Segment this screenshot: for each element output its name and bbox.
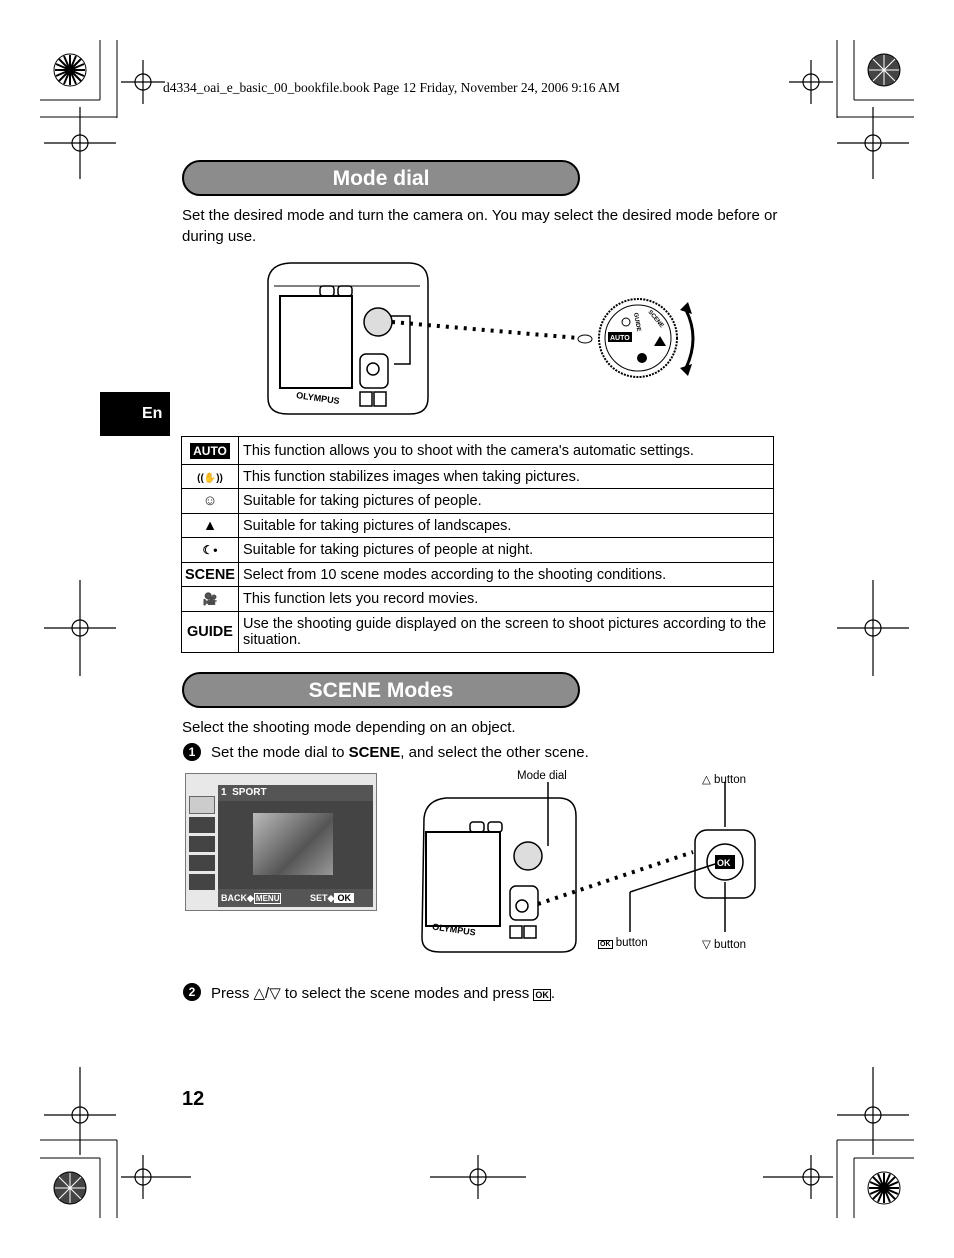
mode-description: Select from 10 scene modes according to the shooting conditions.	[239, 563, 774, 587]
movie-icon: 🎥	[182, 587, 239, 612]
down-button-callout: ▽ button	[702, 939, 747, 951]
sport-sample-photo	[253, 813, 333, 875]
dial-guide-label: GUIDE	[632, 312, 642, 333]
section-title-scene-modes: SCENE Modes	[182, 672, 580, 708]
scene-label: SCENE	[182, 563, 239, 587]
mode-description: Suitable for taking pictures of landscapes.	[239, 514, 774, 538]
landscape-icon: ▲	[182, 514, 239, 538]
table-row	[182, 465, 774, 489]
dial-scene-label: SCENE	[646, 309, 665, 330]
lcd-screen-preview	[185, 773, 377, 911]
table-row	[182, 489, 774, 514]
guide-label: GUIDE	[182, 612, 239, 653]
lcd-preview-area	[218, 785, 373, 889]
table-row	[182, 538, 774, 563]
mode-description: This function lets you record movies.	[239, 587, 774, 612]
lcd-footer: BACK◆ MENU SET◆ OK	[218, 889, 373, 907]
section-title-mode-dial: Mode dial	[182, 160, 580, 196]
scene-option-icon	[189, 817, 215, 833]
table-row	[182, 514, 774, 538]
table-row	[182, 563, 774, 587]
mode-description: Use the shooting guide displayed on the screen to shoot pictures according to the situation.	[239, 612, 774, 653]
up-button-callout: △ button	[702, 774, 747, 786]
scene-modes-intro: Select the shooting mode depending on an object.	[182, 719, 516, 736]
scene-option-icon	[189, 874, 215, 890]
scene-icon-list	[189, 796, 215, 896]
step-2-number: 2	[183, 983, 201, 1001]
table-row	[182, 612, 774, 653]
page-number: 12	[182, 1088, 205, 1110]
mode-description: This function stabilizes images when taking pictures.	[239, 465, 774, 489]
camera-brand: OLYMPUS	[431, 921, 477, 938]
camera-mode-dial-illustration	[260, 258, 700, 423]
ok-button-icon: OK	[535, 990, 549, 1000]
table-row	[182, 587, 774, 612]
auto-icon: AUTO	[182, 437, 239, 465]
stabilize-icon: ((✋))	[182, 465, 239, 489]
language-tab: En	[100, 392, 170, 436]
sport-icon	[189, 796, 215, 814]
mode-table	[181, 436, 774, 653]
printer-slug: d4334_oai_e_basic_00_bookfile.book Page 12 Friday, November 24, 2006 9:16 AM	[163, 80, 620, 95]
scene-option-icon	[189, 855, 215, 871]
camera-brand: OLYMPUS	[295, 390, 341, 407]
step-2-text: Press △/▽ to select the scene modes and press OK .	[211, 985, 556, 1002]
mode-dial-intro: Set the desired mode and turn the camera on. You may select the desired mode before or during use.	[182, 207, 778, 245]
table-row	[182, 437, 774, 465]
night-portrait-icon: ☾•	[182, 538, 239, 563]
scene-option-icon	[189, 836, 215, 852]
mode-dial-callout: Mode dial	[517, 770, 567, 782]
lcd-header: 1 SPORT	[218, 785, 373, 801]
mode-description: Suitable for taking pictures of people.	[239, 489, 774, 514]
ok-button-callout: OK button	[600, 937, 648, 949]
ok-button-label: OK	[717, 858, 731, 868]
dial-auto-label: AUTO	[610, 335, 630, 342]
mode-description: Suitable for taking pictures of people at night.	[239, 538, 774, 563]
camera-back-illustration	[410, 782, 770, 957]
lcd-set-label: SET◆ OK	[310, 889, 354, 907]
mode-description: This function allows you to shoot with the camera's automatic settings.	[239, 437, 774, 465]
step-1-number: 1	[183, 743, 201, 761]
portrait-icon: ☺	[182, 489, 239, 514]
step-1-text: Set the mode dial to SCENE, and select the other scene.	[211, 744, 589, 761]
